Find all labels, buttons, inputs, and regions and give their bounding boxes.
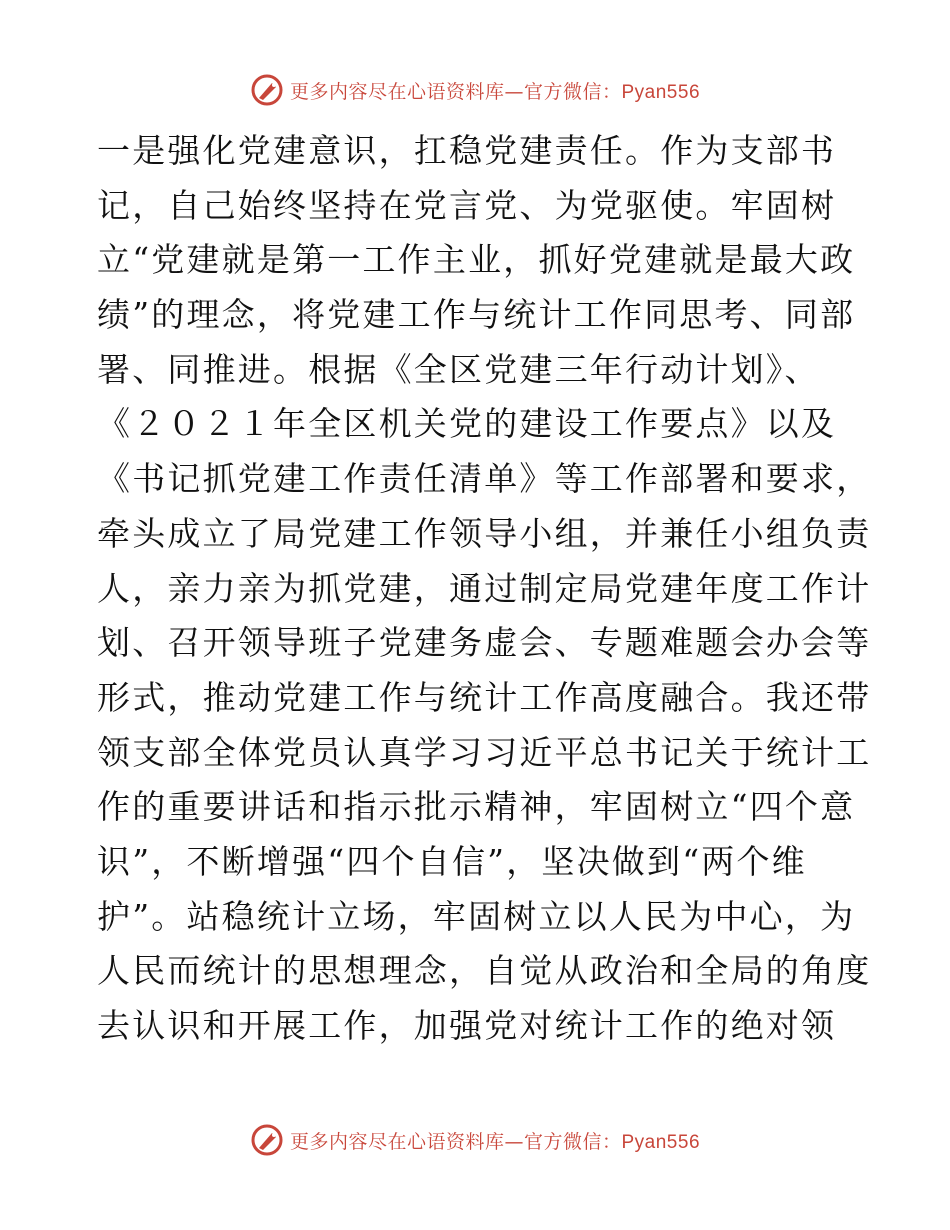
text-line: 署、同推进。根据《全区党建三年行动计划》、 — [97, 349, 820, 389]
watermark-text: 更多内容尽在心语资料库 — [289, 1130, 505, 1153]
text-line: 划、召开领导班子党建务虚会、专题难题会办会等 — [97, 623, 872, 663]
watermark-text: 更多内容尽在心语资料库 — [289, 80, 505, 103]
text-line: 去认识和开展工作，加强党对统计工作的绝对领 — [97, 1006, 837, 1045]
text-line: 领支部全体党员认真学习习近平总书记关于统计工 — [97, 732, 872, 772]
text-line: 护”。站稳统计立场，牢固树立以人民为中心，为 — [97, 896, 856, 936]
text-line: 绩”的理念，将党建工作与统计工作同思考、同部 — [97, 295, 856, 335]
text-line: 《２０２１年全区机关党的建设工作要点》以及 — [97, 404, 837, 444]
document-body — [97, 124, 872, 1054]
text-line: 人，亲力亲为抓党建，通过制定局党建年度工作计 — [97, 568, 872, 608]
watermark-dash: — — [504, 1130, 524, 1153]
watermark-dash: — — [504, 80, 524, 103]
text-line: 作的重要讲话和指示批示精神，牢固树立“四个意 — [97, 787, 856, 827]
text-line: 记，自己始终坚持在党言党、为党驱使。牢固树 — [97, 185, 837, 225]
watermark-header — [0, 70, 950, 110]
text-line: 《书记抓党建工作责任清单》等工作部署和要求， — [97, 459, 872, 499]
pen-nib-circle-icon — [250, 1123, 284, 1157]
text-line: 一是强化党建意识，扛稳党建责任。作为支部书 — [97, 131, 837, 170]
text-line: 人民而统计的思想理念，自觉从政治和全局的角度 — [97, 951, 872, 991]
pen-nib-circle-icon — [250, 73, 284, 107]
text-line: 牵头成立了局党建工作领导小组，并兼任小组负责 — [97, 513, 872, 553]
watermark-contact-label: 官方微信： — [523, 1130, 622, 1153]
text-line: 识”，不断增强“四个自信”，坚决做到“两个维 — [97, 841, 807, 881]
watermark-contact-id: Pyan556 — [621, 81, 701, 103]
watermark-contact-label: 官方微信： — [523, 80, 622, 103]
text-line: 立“党建就是第一工作主业，抓好党建就是最大政 — [97, 240, 856, 280]
watermark-footer — [0, 1120, 950, 1160]
watermark-contact-id: Pyan556 — [621, 1131, 701, 1153]
text-line: 形式，推动党建工作与统计工作高度融合。我还带 — [97, 677, 872, 717]
